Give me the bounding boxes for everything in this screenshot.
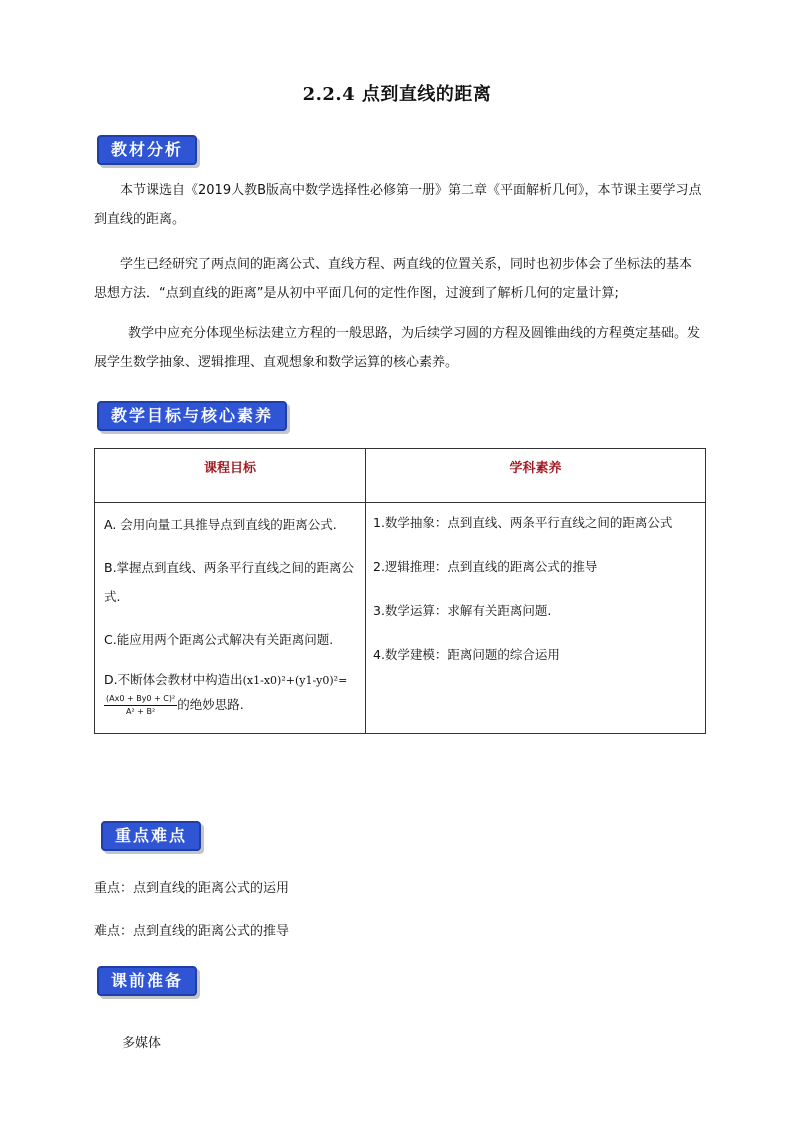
literacy-item-2: 2.逻辑推理：点到直线的距离公式的推导: [373, 559, 598, 574]
goal-item-d: [104, 668, 356, 718]
table-row: [95, 503, 706, 734]
section-badge-analysis: 教材分析: [97, 135, 197, 165]
key-point-text: 重点：点到直线的距离公式的运用: [94, 881, 290, 896]
page-title: 2.2.4 点到直线的距离: [302, 84, 492, 105]
section-badge-prep: 课前准备: [97, 966, 197, 996]
prep-text: 多媒体: [122, 1036, 162, 1051]
fraction-numerator: (Ax0 + By0 + C)²: [104, 693, 177, 706]
section-badge-keypoints: 重点难点: [101, 821, 201, 851]
section-badge-goals: 教学目标与核心素养: [97, 401, 287, 431]
literacy-item-4: 4.数学建模：距离问题的综合运用: [373, 647, 560, 662]
distance-formula-fraction: [104, 693, 177, 718]
goal-d-prefix: D.不断体会教材中构造出: [104, 672, 243, 687]
literacy-cell: [366, 503, 706, 734]
analysis-paragraph-3: 教学中应充分体现坐标法建立方程的一般思路，为后续学习圆的方程及圆锥曲线的方程奠定基础。发展学生数学抽象、逻辑推理、直观想象和数学运算的核心素养。: [94, 326, 701, 370]
goal-item-a: A. 会用向量工具推导点到直线的距离公式.: [104, 517, 337, 532]
literacy-item-3: 3.数学运算：求解有关距离问题.: [373, 603, 552, 618]
goal-d-formula: (x1-x0)²+(y1-y0)²=: [242, 674, 348, 687]
analysis-paragraph-2: 学生已经研究了两点间的距离公式、直线方程、两直线的位置关系，同时也初步体会了坐标法的基本思想方法．“点到直线的距离”是从初中平面几何的定性作图，过渡到了解析几何的定量计算;: [94, 257, 693, 301]
goals-table: [94, 448, 706, 734]
fraction-denominator: A² + B²: [126, 707, 156, 716]
table-header-row: [95, 449, 706, 503]
header-subject-literacy: 学科素养: [366, 449, 706, 503]
header-course-goals: 课程目标: [95, 449, 366, 503]
analysis-paragraph-1: 本节课选自《2019人教B版高中数学选择性必修第一册》第二章《平面解析几何》，本节课主要学习点到直线的距离。: [94, 183, 702, 227]
goal-d-suffix: 的绝妙思路.: [177, 697, 244, 712]
goal-item-b: B.掌握点到直线、两条平行直线之间的距离公式.: [104, 560, 355, 604]
goals-cell: [95, 503, 366, 734]
difficult-point-text: 难点：点到直线的距离公式的推导: [94, 924, 290, 939]
goal-item-c: C.能应用两个距离公式解决有关距离问题.: [104, 632, 334, 647]
literacy-item-1: 1.数学抽象：点到直线、两条平行直线之间的距离公式: [373, 515, 673, 530]
